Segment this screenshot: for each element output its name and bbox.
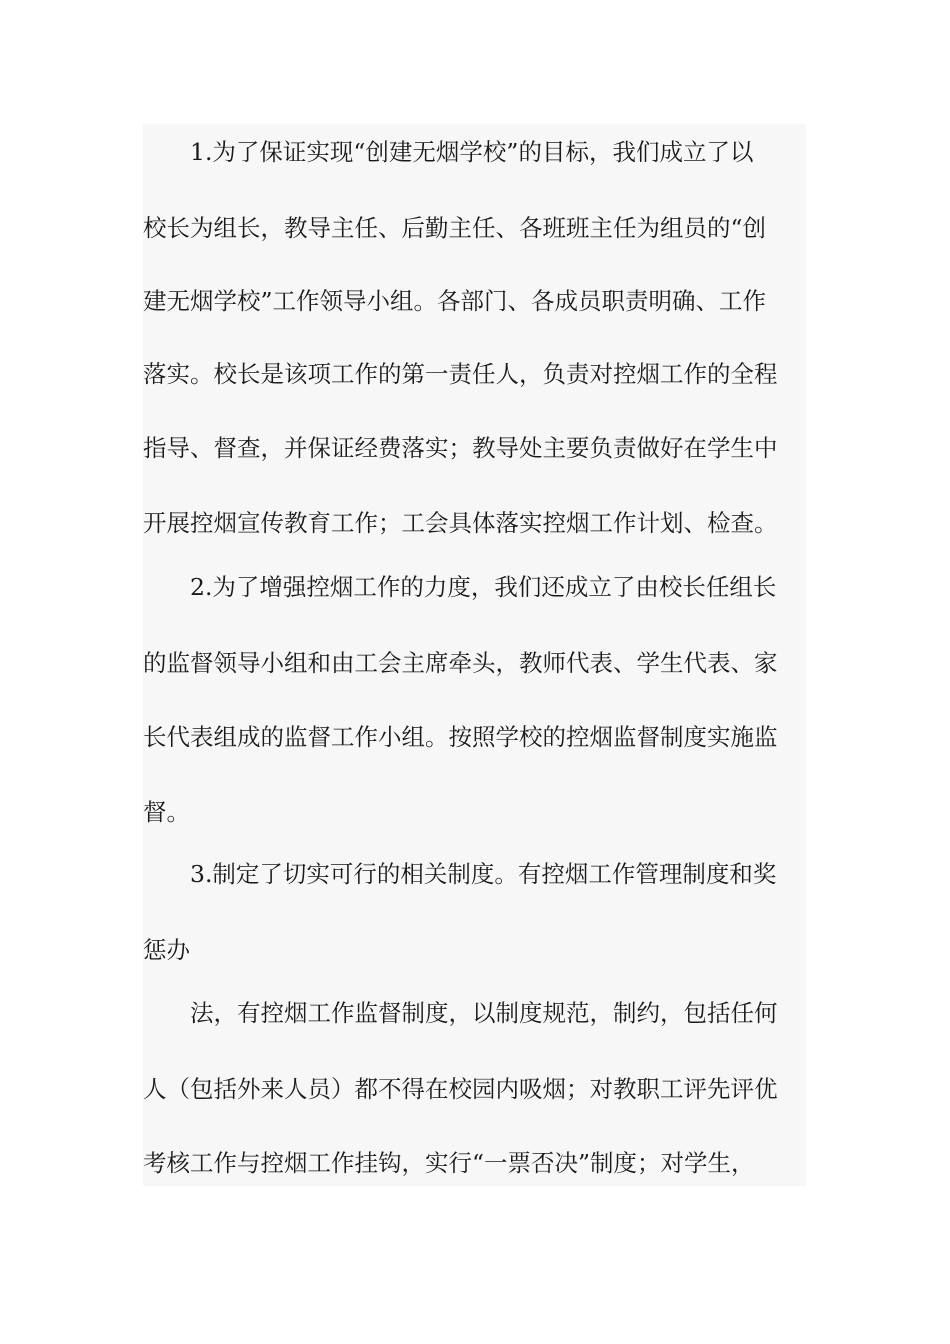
text-line: 2.为了增强控烟工作的力度，我们还成立了由校长任组长	[190, 573, 777, 601]
text-line: 校长为组长，教导主任、后勤主任、各班班主任为组员的“创	[143, 214, 767, 242]
text-line: 的监督领导小组和由工会主席牵头，教师代表、学生代表、家	[143, 649, 778, 677]
text-line: 1.为了保证实现“创建无烟学校”的目标，我们成立了以	[190, 138, 754, 166]
text-line: 考核工作与控烟工作挂钩，实行“一票否决”制度；对学生，	[143, 1149, 755, 1177]
text-line: 指导、督查，并保证经费落实；教导处主要负责做好在学生中	[143, 434, 778, 462]
document-text-block	[143, 124, 806, 1186]
text-line: 人（包括外来人员）都不得在校园内吸烟；对教职工评先评优	[143, 1075, 778, 1103]
text-line: 督。	[143, 798, 190, 826]
text-line: 法，有控烟工作监督制度，以制度规范，制约，包括任何	[190, 999, 778, 1027]
text-line: 开展控烟宣传教育工作；工会具体落实控烟工作计划、检查。	[143, 509, 778, 537]
text-line: 落实。校长是该项工作的第一责任人，负责对控烟工作的全程	[143, 360, 778, 388]
text-line: 3.制定了切实可行的相关制度。有控烟工作管理制度和奖	[190, 860, 777, 888]
text-line: 长代表组成的监督工作小组。按照学校的控烟监督制度实施监	[143, 723, 778, 751]
text-line: 惩办	[143, 936, 190, 964]
text-line: 建无烟学校”工作领导小组。各部门、各成员职责明确、工作	[143, 287, 767, 315]
